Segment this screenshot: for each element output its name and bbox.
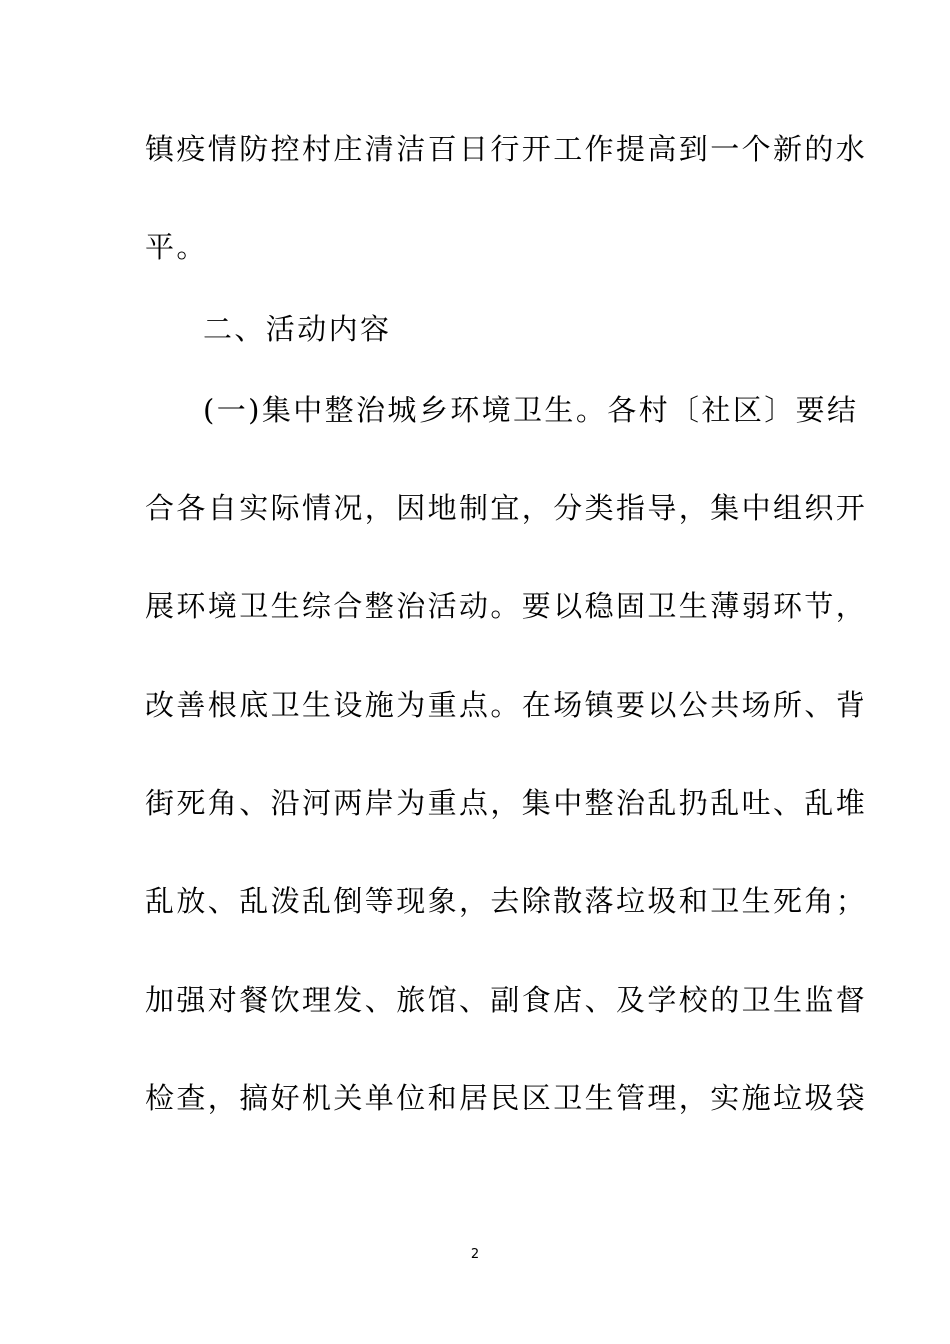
- body-text-line: 街死角、沿河两岸为重点，集中整治乱扔乱吐、乱堆: [145, 786, 868, 820]
- body-text-line: 检查，搞好机关单位和居民区卫生管理，实施垃圾袋: [145, 1081, 868, 1115]
- body-text-line: 合各自实际情况，因地制宜，分类指导，集中组织开: [145, 491, 868, 525]
- body-text-line: 乱放、乱泼乱倒等现象，去除散落垃圾和卫生死角；: [145, 884, 868, 918]
- paragraph-first-line: (一)集中整治城乡环境卫生。各村〔社区〕要结: [203, 393, 859, 427]
- section-heading: 二、活动内容: [203, 312, 392, 346]
- body-text-line: 加强对餐饮理发、旅馆、副食店、及学校的卫生监督: [145, 983, 868, 1017]
- body-text-line: 改善根底卫生设施为重点。在场镇要以公共场所、背: [145, 688, 868, 722]
- body-text-line: 展环境卫生综合整治活动。要以稳固卫生薄弱环节，: [145, 589, 868, 623]
- body-text-line: 平。: [145, 230, 208, 264]
- page-number: 2: [470, 1247, 480, 1262]
- body-text-line: 镇疫情防控村庄清洁百日行开工作提高到一个新的水: [145, 132, 868, 166]
